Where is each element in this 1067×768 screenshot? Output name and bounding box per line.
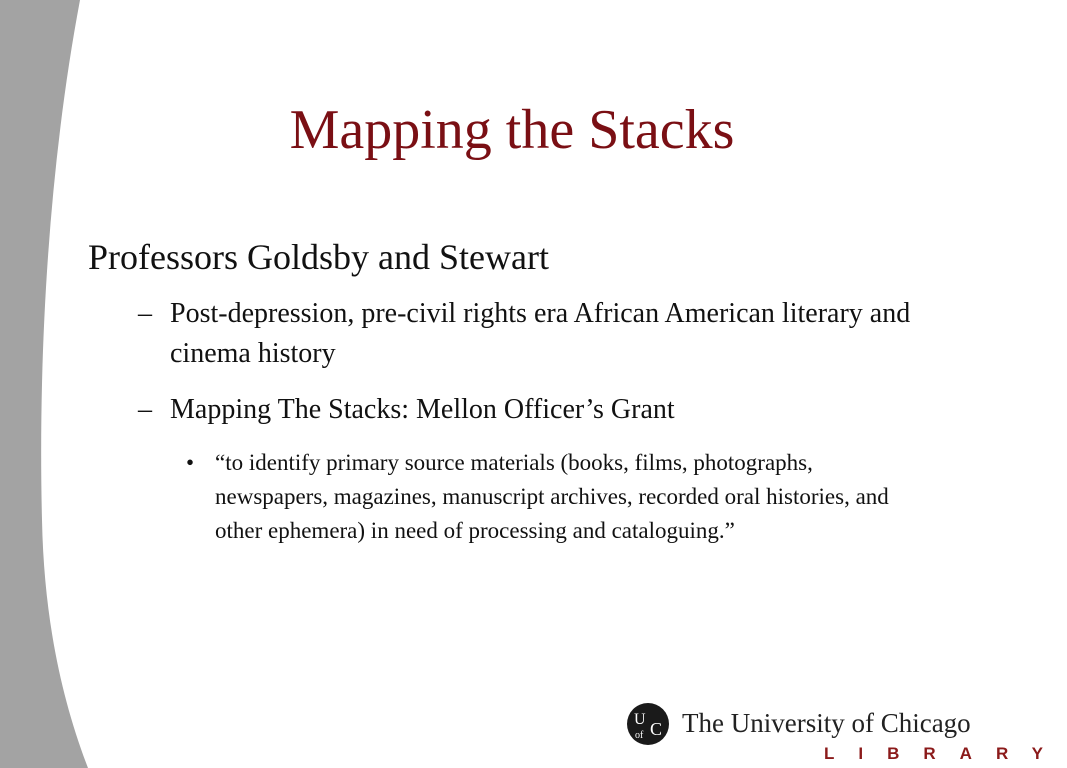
sub-item-history bbox=[138, 294, 930, 374]
slide-title: Mapping the Stacks bbox=[289, 99, 735, 161]
sub-item-text: Mapping The Stacks: Mellon Officer’s Grant bbox=[170, 394, 675, 425]
heading-professors: Professors Goldsby and Stewart bbox=[88, 237, 549, 277]
university-name: The University of Chicago bbox=[682, 708, 971, 738]
quote-text: “to identify primary source materials (books, films, photographs, newspapers, magazines, manuscript archives, recorded oral histories, and other ephemera) in need of processing and cataloguing.” bbox=[215, 450, 889, 543]
svg-text:of: of bbox=[635, 730, 644, 741]
bullet-marker: • bbox=[186, 450, 195, 475]
university-seal-icon bbox=[626, 702, 670, 746]
library-label: LIBRARY bbox=[824, 744, 1067, 763]
quote-item bbox=[186, 446, 915, 548]
university-logo bbox=[626, 700, 1067, 764]
dash-marker: – bbox=[138, 298, 152, 329]
sub-item-grant bbox=[138, 390, 930, 430]
svg-text:C: C bbox=[650, 719, 663, 739]
sub-item-text: Post-depression, pre-civil rights era African American literary and cinema history bbox=[170, 298, 911, 369]
svg-text:U: U bbox=[634, 711, 646, 728]
dash-marker: – bbox=[138, 394, 152, 425]
